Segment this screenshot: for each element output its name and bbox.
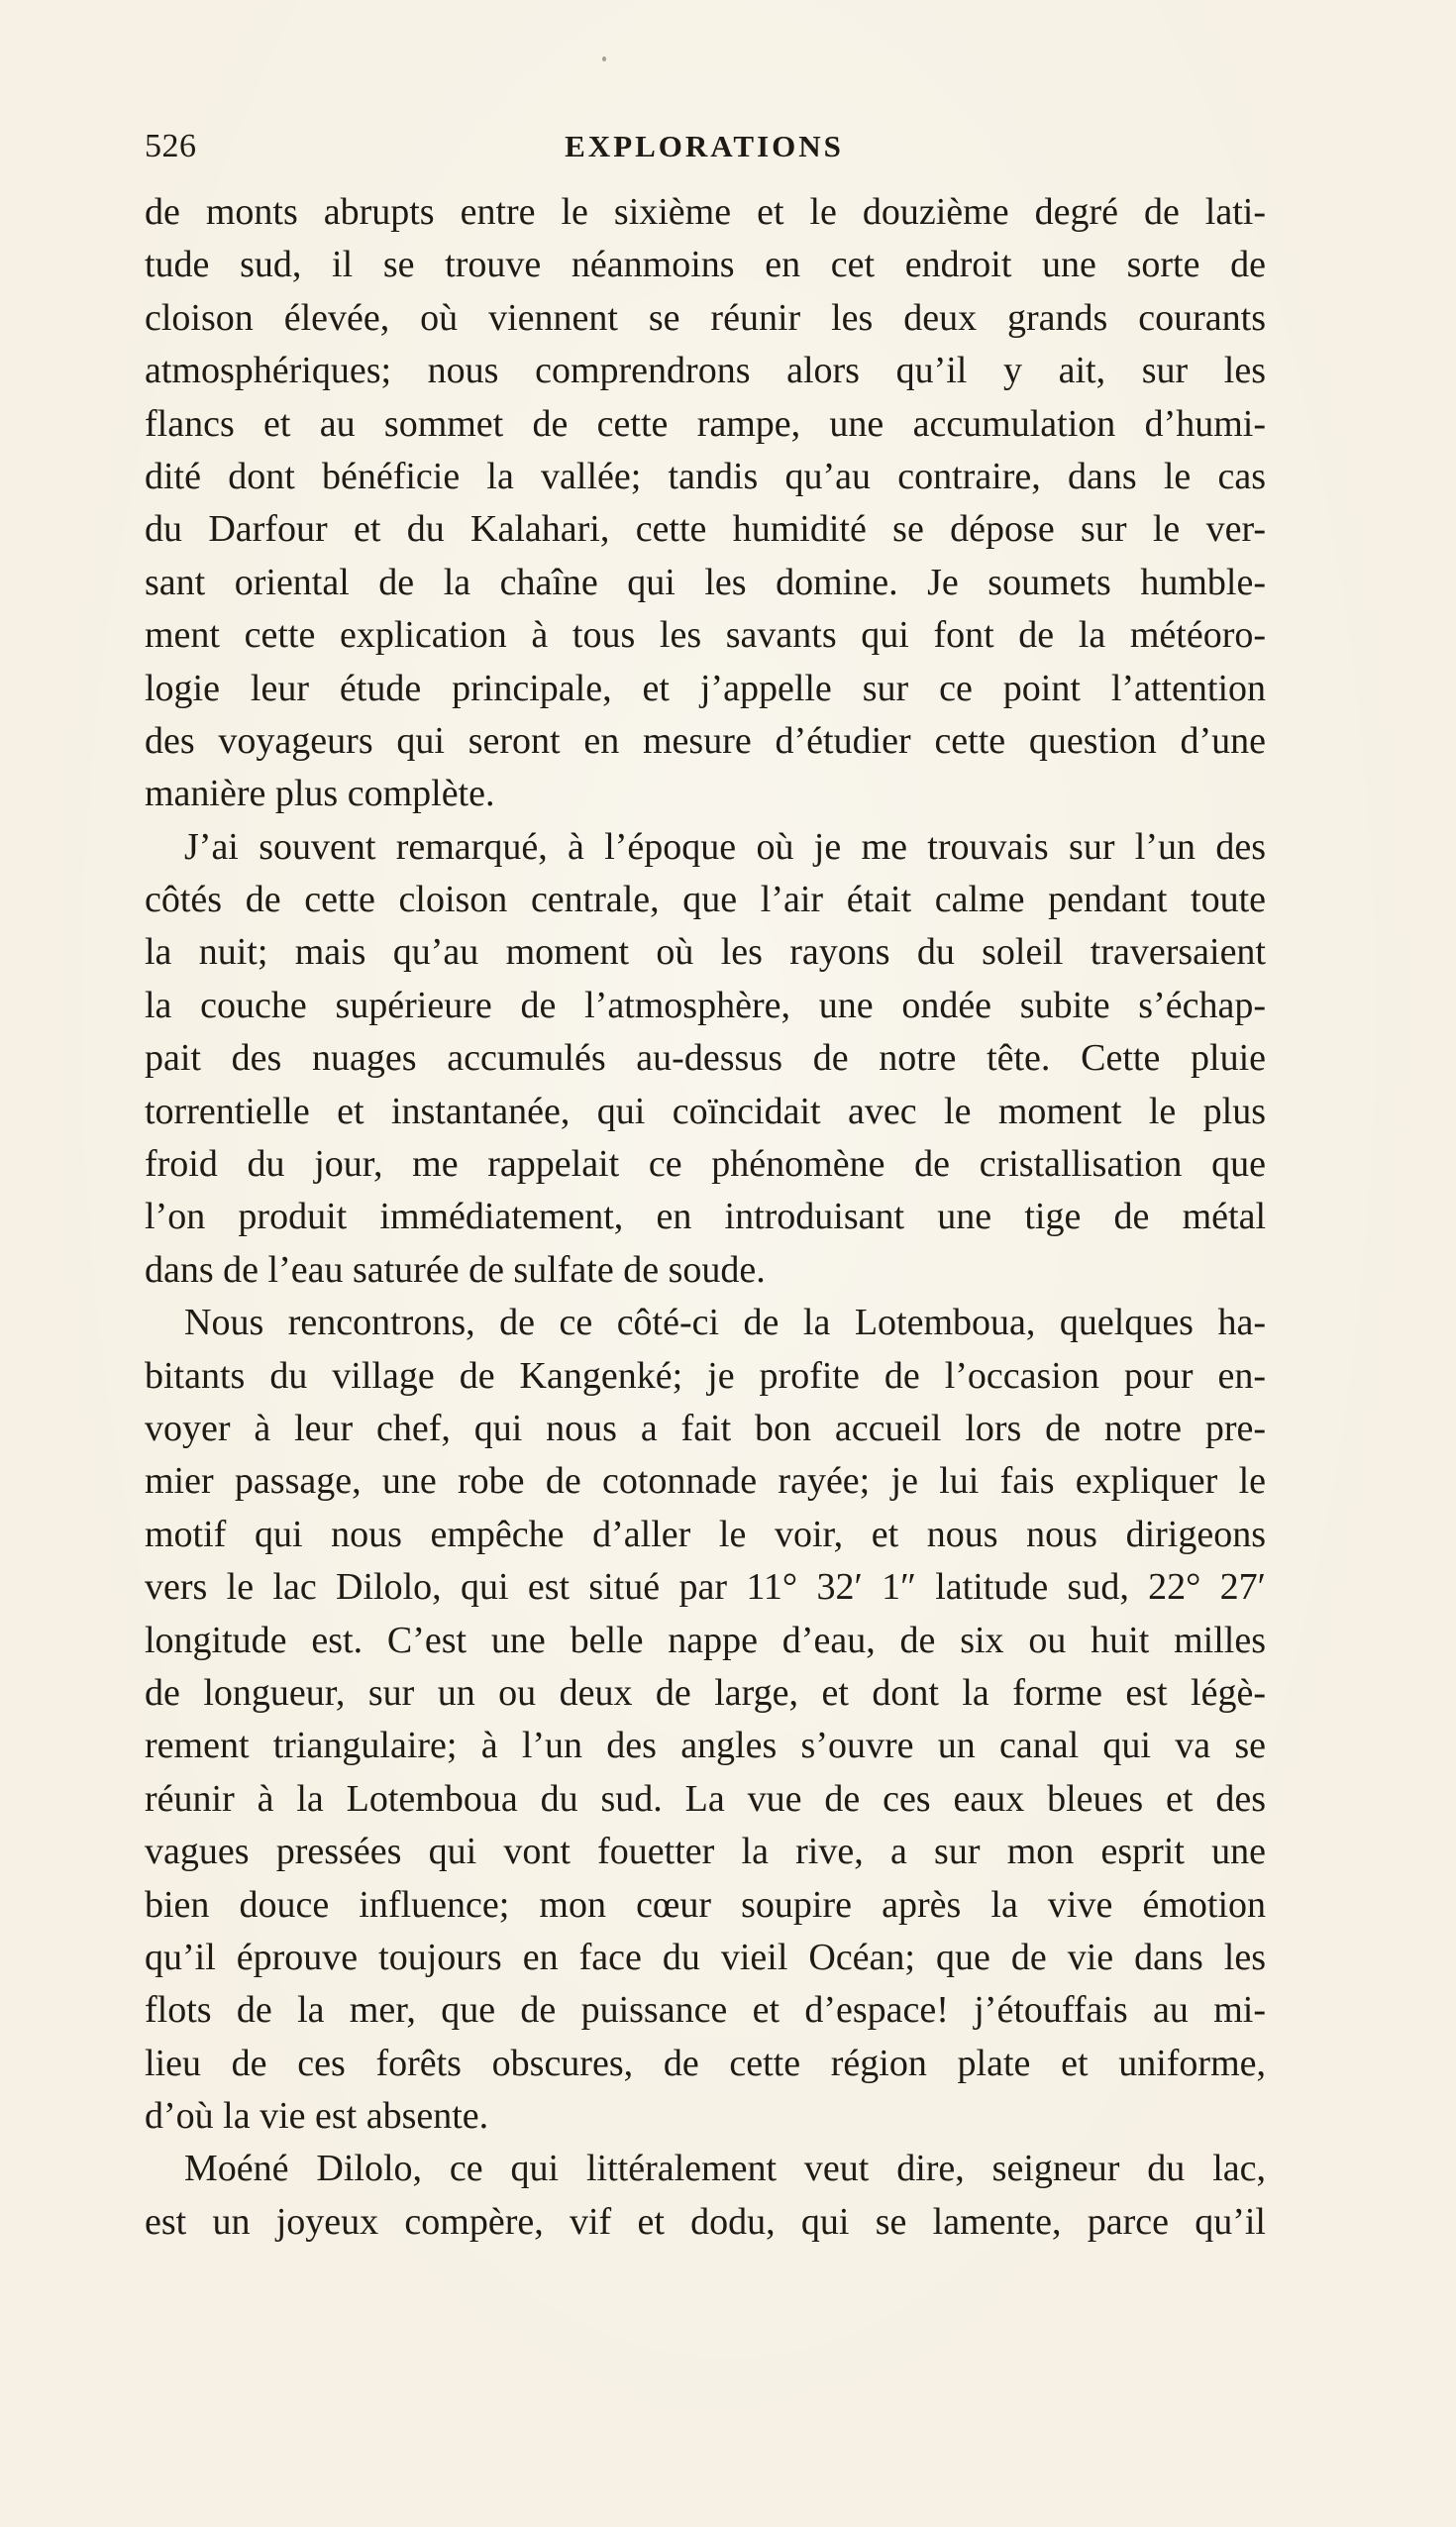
text-line: Moéné Dilolo, ce qui littéralement veut dire, seigneur du lac, bbox=[184, 2148, 1266, 2190]
text-line: côtés de cette cloison centrale, que l’air était calme pendant toute bbox=[145, 879, 1266, 921]
text-line: flancs et au sommet de cette rampe, une accumulation d’humi- bbox=[145, 402, 1266, 445]
text-line: atmosphériques; nous comprendrons alors qu’il y ait, sur les bbox=[145, 350, 1266, 392]
text-line: du Darfour et du Kalahari, cette humidité se dépose sur le ver- bbox=[145, 508, 1266, 551]
text-line: la nuit; mais qu’au moment où les rayons du soleil traversaient bbox=[145, 931, 1266, 974]
text-line: est un joyeux compère, vif et dodu, qui se lamente, parce qu’il bbox=[145, 2200, 1266, 2243]
text-line: qu’il éprouve toujours en face du vieil Océan; que de vie dans les bbox=[145, 1936, 1266, 1978]
text-line: bitants du village de Kangenké; je profite de l’occasion pour en- bbox=[145, 1354, 1266, 1397]
text-line: lieu de ces forêts obscures, de cette région plate et uniforme, bbox=[145, 2042, 1266, 2084]
text-line: froid du jour, me rappelait ce phénomène de cristallisation que bbox=[145, 1143, 1266, 1186]
text-line: de longueur, sur un ou deux de large, et dont la forme est légè- bbox=[145, 1671, 1266, 1714]
text-line: réunir à la Lotemboua du sud. La vue de ces eaux bleues et des bbox=[145, 1777, 1266, 1820]
text-line: longitude est. C’est une belle nappe d’eau, de six ou huit milles bbox=[145, 1619, 1266, 1661]
text-line: flots de la mer, que de puissance et d’espace! j’étouffais au mi- bbox=[145, 1989, 1266, 2032]
text-line: des voyageurs qui seront en mesure d’étudier cette question d’une bbox=[145, 719, 1266, 762]
text-line: vagues pressées qui vont fouetter la rive, a sur mon esprit une bbox=[145, 1831, 1266, 1873]
text-line: voyer à leur chef, qui nous a fait bon accueil lors de notre pre- bbox=[145, 1407, 1266, 1449]
text-line: dans de l’eau saturée de sulfate de soude. bbox=[145, 1248, 766, 1291]
ink-speck bbox=[602, 56, 606, 61]
text-line: cloison élevée, où viennent se réunir les deux grands courants bbox=[145, 296, 1266, 339]
text-line: J’ai souvent remarqué, à l’époque où je me trouvais sur l’un des bbox=[184, 825, 1266, 868]
page-header bbox=[145, 125, 1264, 168]
paragraph-2 bbox=[145, 821, 1266, 1298]
running-head: EXPLORATIONS bbox=[565, 129, 844, 163]
text-line: l’on produit immédiatement, en introduisant une tige de métal bbox=[145, 1196, 1266, 1238]
paragraph-3 bbox=[145, 1297, 1266, 2143]
paragraph-1 bbox=[145, 186, 1266, 821]
text-line: bien douce influence; mon cœur soupire après la vive émotion bbox=[145, 1883, 1266, 1926]
text-line: de monts abrupts entre le sixième et le douzième degré de lati- bbox=[145, 191, 1266, 233]
text-line: manière plus complète. bbox=[145, 773, 495, 815]
text-line: sant oriental de la chaîne qui les domine. Je soumets humble- bbox=[145, 561, 1266, 603]
text-line: rement triangulaire; à l’un des angles s’ouvre un canal qui va se bbox=[145, 1725, 1266, 1767]
text-line: dité dont bénéficie la vallée; tandis qu’au contraire, dans le cas bbox=[145, 455, 1266, 497]
page-number: 526 bbox=[145, 128, 197, 164]
text-line: d’où la vie est absente. bbox=[145, 2095, 489, 2138]
text-line: Nous rencontrons, de ce côté-ci de la Lotemboua, quelques ha- bbox=[184, 1302, 1266, 1344]
text-line: logie leur étude principale, et j’appelle sur ce point l’attention bbox=[145, 667, 1266, 709]
paragraph-4 bbox=[145, 2143, 1266, 2249]
text-line: tude sud, il se trouve néanmoins en cet endroit une sorte de bbox=[145, 244, 1266, 286]
text-line: torrentielle et instantanée, qui coïncidait avec le moment le plus bbox=[145, 1090, 1266, 1132]
text-line: la couche supérieure de l’atmosphère, une ondée subite s’échap- bbox=[145, 984, 1266, 1026]
text-line: motif qui nous empêche d’aller le voir, et nous nous dirigeons bbox=[145, 1513, 1266, 1555]
text-line: mier passage, une robe de cotonnade rayée; je lui fais expliquer le bbox=[145, 1460, 1266, 1503]
text-line: vers le lac Dilolo, qui est situé par 11° 32′ 1″ latitude sud, 22° 27′ bbox=[145, 1566, 1266, 1609]
text-line: ment cette explication à tous les savants qui font de la météoro- bbox=[145, 614, 1266, 657]
body-text bbox=[145, 186, 1266, 2249]
text-line: pait des nuages accumulés au-dessus de notre tête. Cette pluie bbox=[145, 1037, 1266, 1080]
